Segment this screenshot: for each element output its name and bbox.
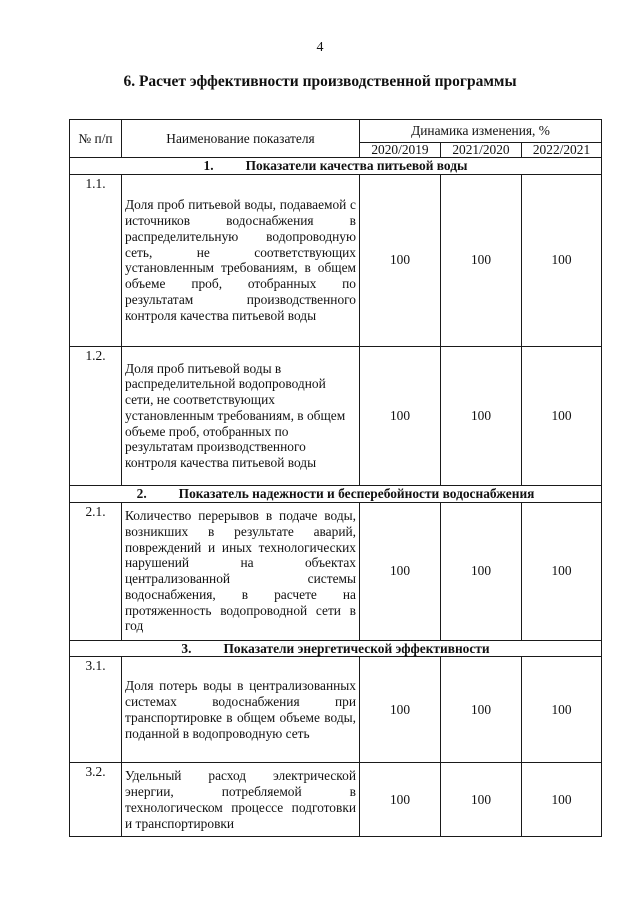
row-number: 1.2. (70, 346, 122, 485)
value-cell: 100 (522, 502, 602, 640)
value-cell: 100 (360, 502, 441, 640)
value-cell: 100 (522, 174, 602, 346)
table-row (70, 657, 602, 763)
value-cell: 100 (441, 657, 522, 763)
value-cell: 100 (441, 763, 522, 837)
value-cell: 100 (360, 174, 441, 346)
indicator-name: Доля проб питьевой воды в распределительной водопроводной сети, не соответствующих установленным требованиям, в общем объеме проб, отобранных по результатам производственного контроля качества питьевой воды (122, 346, 360, 485)
header-period: 2022/2021 (522, 143, 602, 158)
row-number: 3.1. (70, 657, 122, 763)
section-label: Показатели качества питьевой воды (245, 158, 468, 173)
value-cell: 100 (522, 346, 602, 485)
indicator-name: Количество перерывов в подаче воды, возникших в результате аварий, повреждений и иных технологических нарушений на объектах централизованной системы водоснабжения, в расчете на протяженность водопроводной сети в год (122, 502, 360, 640)
table-row (70, 502, 602, 640)
section-title: 6. Расчет эффективности производственной программы (123, 73, 517, 90)
table-row (70, 346, 602, 485)
value-cell: 100 (360, 346, 441, 485)
page-number: 4 (316, 40, 324, 55)
table-header-row (70, 120, 602, 143)
section-heading (70, 158, 602, 175)
section-label: Показатели энергетической эффективности (223, 640, 490, 656)
value-cell: 100 (360, 657, 441, 763)
section-row (70, 640, 602, 657)
section-heading (70, 640, 602, 657)
value-cell: 100 (522, 657, 602, 763)
row-number: 1.1. (70, 174, 122, 346)
header-period: 2020/2019 (360, 143, 441, 158)
header-num: № п/п (70, 120, 122, 158)
value-cell: 100 (522, 763, 602, 837)
value-cell: 100 (441, 346, 522, 485)
header-name: Наименование показателя (122, 120, 360, 158)
row-number: 3.2. (70, 763, 122, 837)
section-number: 1. (203, 158, 214, 173)
section-label: Показатель надежности и бесперебойности водоснабжения (178, 485, 535, 501)
value-cell: 100 (441, 502, 522, 640)
header-period: 2021/2020 (441, 143, 522, 158)
value-cell: 100 (360, 763, 441, 837)
row-number: 2.1. (70, 502, 122, 640)
table-row (70, 763, 602, 837)
section-row (70, 158, 602, 175)
header-dynamics: Динамика изменения, % (360, 120, 602, 143)
indicator-name: Доля потерь воды в централизованных системах водоснабжения при транспортировке в общем объеме воды, поданной в водопроводную сеть (122, 657, 360, 763)
section-heading (70, 485, 602, 502)
table-row (70, 174, 602, 346)
section-row (70, 485, 602, 502)
section-number: 3. (181, 640, 192, 656)
section-number: 2. (136, 485, 147, 501)
value-cell: 100 (441, 174, 522, 346)
indicator-name: Удельный расход электрической энергии, потребляемой в технологическом процессе подготовки и транспортировки (122, 763, 360, 837)
indicator-name: Доля проб питьевой воды, подаваемой с источников водоснабжения в распределительную водопроводную сеть, не соответствующих установленным требованиям, в общем объеме проб, отобранных по результатам производственного контроля качества питьевой воды (122, 174, 360, 346)
efficiency-table (69, 119, 602, 837)
